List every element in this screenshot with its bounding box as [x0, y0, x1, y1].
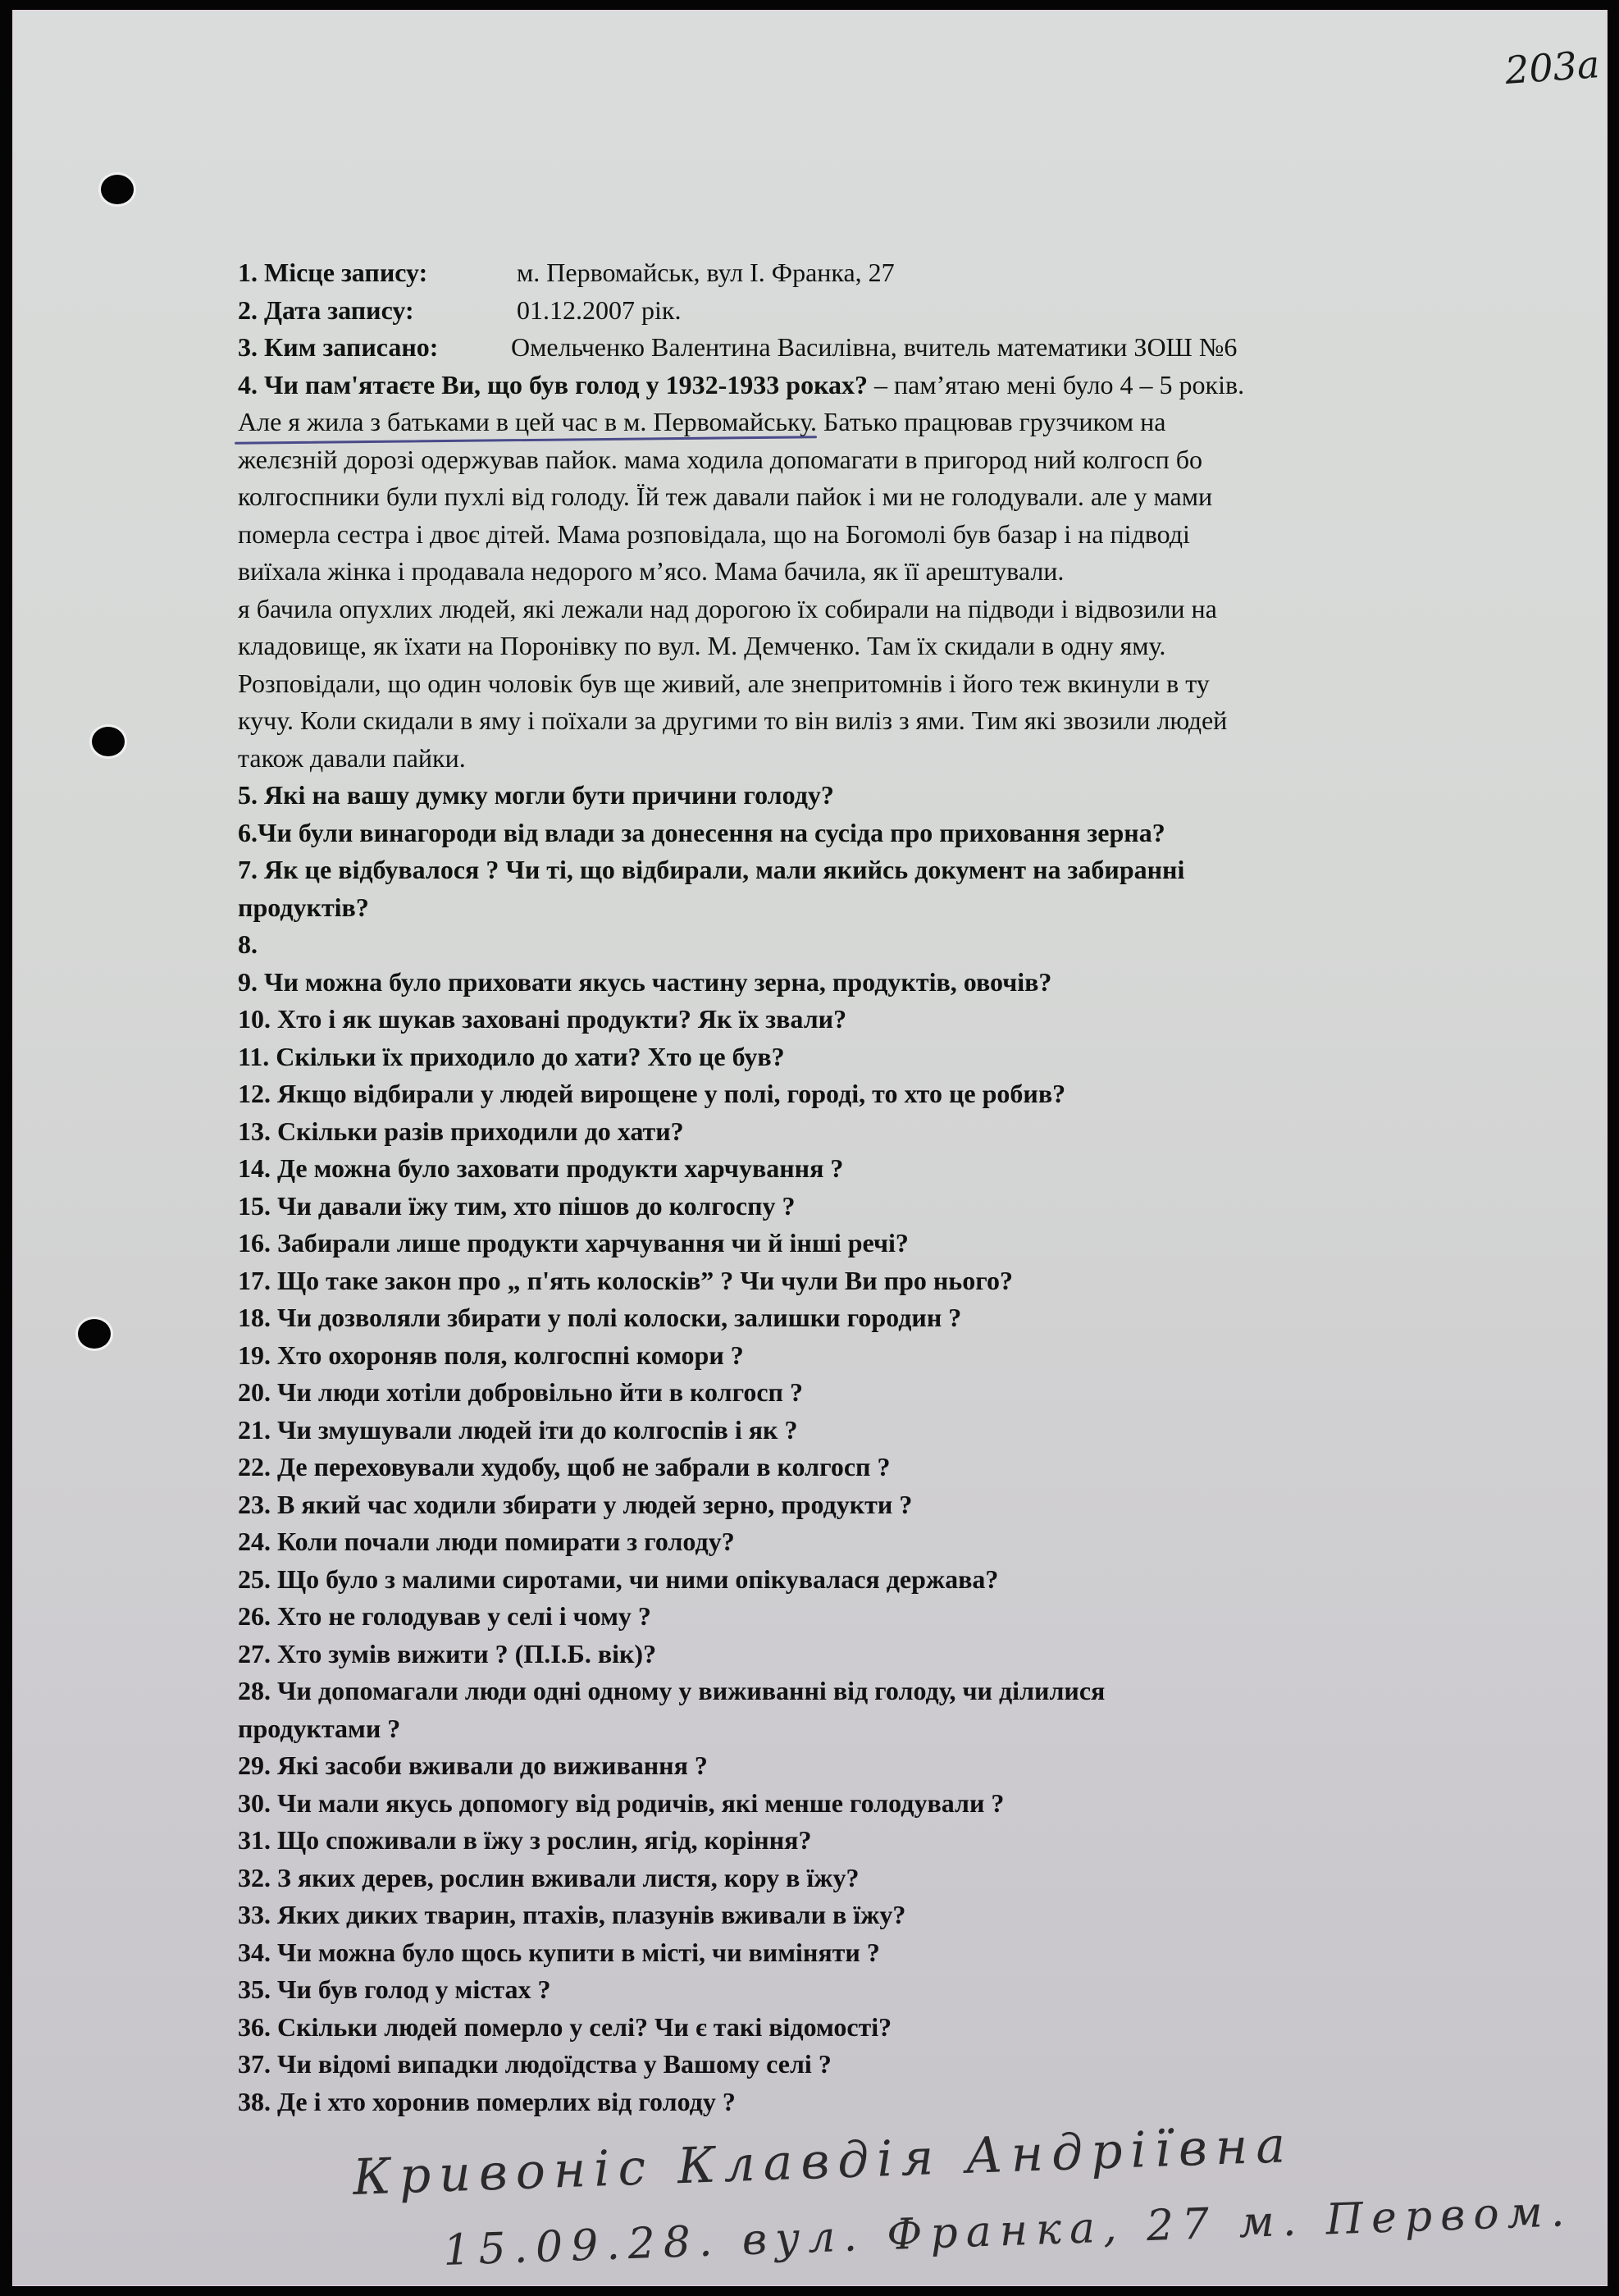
question-item: 14. Де можна було заховати продукти харчування ?: [238, 1153, 844, 1183]
question-4: [238, 367, 1550, 404]
answer-line: Розповідали, що один чоловік був ще живий, але знепритомнів і його теж вкинули в ту: [238, 668, 1210, 698]
answer-line: також давали пайки.: [238, 742, 466, 773]
answer-line: Але я жила з батьками в цей час в м. Первомайську. Батько працював грузчиком на: [238, 407, 1166, 436]
question-item: 8.: [238, 929, 258, 959]
question-item: 31. Що споживали в їжу з рослин, ягід, коріння?: [238, 1825, 812, 1855]
answer-narrative: [238, 404, 1550, 777]
question-item: 20. Чи люди хотіли добровільно йти в колгосп ?: [238, 1377, 803, 1407]
question-item: 29. Які засоби вживали до виживання ?: [238, 1751, 708, 1780]
field-value: Омельченко Валентина Василівна, вчитель математики ЗОШ №6: [511, 332, 1238, 362]
question-item: 24. Коли почали люди помирати з голоду?: [238, 1527, 735, 1556]
question-item: 10. Хто і як шукав заховані продукти? Як їх звали?: [238, 1004, 847, 1034]
question-item: 35. Чи був голод у містах ?: [238, 1974, 551, 2004]
pen-underlined-text: Але я жила з батьками в цей час в м. Первомайську.: [238, 407, 817, 436]
question-item: 18. Чи дозволяли збирати у полі колоски, залишки городин ?: [238, 1303, 962, 1332]
answer-line: желєзній дорозі одержував пайок. мама ходила допомагати в пригород ний колгосп бо: [238, 444, 1203, 474]
question-item: 12. Якщо відбирали у людей вирощене у полі, городі, то хто це робив?: [238, 1079, 1066, 1108]
question-list: [238, 777, 1550, 2120]
question-item: 21. Чи змушували людей іти до колгоспів і як ?: [238, 1414, 798, 1445]
handwritten-page-number: 203а: [1503, 42, 1601, 93]
interview-record: [238, 254, 1550, 2120]
question-item: 17. Що таке закон про „ п'ять колосків” ? Чи чули Ви про нього?: [238, 1265, 1013, 1295]
answer-line: виїхала жінка і продавала недорого м’ясо. Мама бачила, як її арештували.: [238, 556, 1065, 586]
question-item: 32. З яких дерев, рослин вживали листя, кору в їжу?: [238, 1862, 860, 1892]
field-label: 1. Місце запису:: [238, 258, 428, 287]
question-item: продуктами ?: [238, 1713, 401, 1743]
handwritten-respondent-name: Кривоніс Клавдія Андріївна: [352, 2116, 1295, 2207]
answer-line: кучу. Коли скидали в яму і поїхали за другими то він виліз з ями. Тим які звозили людей: [238, 705, 1228, 735]
punch-hole: [78, 1319, 111, 1349]
question-item: 26. Хто не голодував у селі і чому ?: [238, 1601, 651, 1631]
question-item: 30. Чи мали якусь допомогу від родичів, які менше голодували ?: [238, 1787, 1005, 1818]
answer-line: я бачила опухлих людей, які лежали над дорогою їх собирали на підводи і відвозили на: [238, 593, 1217, 623]
question-item: 36. Скільки людей померло у селі? Чи є такі відомості?: [238, 2011, 892, 2042]
question-item: продуктів?: [238, 892, 369, 922]
field-label: 2. Дата запису:: [238, 294, 414, 325]
answer-line: померла сестра і двоє дітей. Мама розповідала, що на Богомолі був базар і на підводі: [238, 518, 1190, 549]
punch-hole: [92, 727, 125, 756]
question-item: 25. Що було з малими сиротами, чи ними опікувалася держава?: [238, 1563, 999, 1594]
question-item: 13. Скільки разів приходили до хати?: [238, 1116, 684, 1146]
field-recording-place: [238, 254, 1550, 292]
answer-text: – пам’ятаю мені було 4 – 5 років.: [868, 369, 1245, 399]
question-item: 28. Чи допомагали люди одні одному у виживанні від голоду, чи ділилися: [238, 1676, 1106, 1705]
question-text: 4. Чи пам'ятаєте Ви, що був голод у 1932-1933 роках?: [238, 369, 869, 399]
question-item: 23. В який час ходили збирати у людей зерно, продукти ?: [238, 1489, 913, 1519]
punch-hole: [101, 175, 134, 204]
answer-line: колгоспники були пухлі від голоду. Їй теж давали пайок і ми не голодували. але у мами: [238, 482, 1213, 511]
question-item: 19. Хто охороняв поля, колгоспні комори ?: [238, 1340, 744, 1370]
field-recorded-by: [238, 329, 1550, 367]
question-item: 38. Де і хто хоронив померлих від голоду ?: [238, 2086, 736, 2116]
answer-line: кладовище, як їхати на Поронівку по вул. М. Демченко. Там їх скидали в одну яму.: [238, 631, 1166, 660]
question-item: 7. Як це відбувалося ? Чи ті, що відбирали, мали якийсь документ на забиранні: [238, 855, 1185, 884]
question-item: 27. Хто зумів вижити ? (П.І.Б. вік)?: [238, 1638, 657, 1668]
question-item: 34. Чи можна було щось купити в місті, чи виміняти ?: [238, 1937, 880, 1967]
question-item: 16. Забирали лише продукти харчування чи й інші речі?: [238, 1228, 909, 1258]
field-label: 3. Ким записано:: [238, 332, 439, 362]
question-item: 6.Чи були винагороди від влади за донесення на сусіда про приховання зерна?: [238, 817, 1165, 847]
field-value: 01.12.2007 рік.: [517, 294, 682, 325]
question-item: 15. Чи давали їжу тим, хто пішов до колгоспу ?: [238, 1190, 796, 1221]
handwritten-respondent-details: 15.09.28. вул. Франка, 27 м. Первом.: [442, 2186, 1574, 2276]
question-item: 11. Скільки їх приходило до хати? Хто це був?: [238, 1041, 785, 1071]
question-item: 33. Яких диких тварин, птахів, плазунів вживали в їжу?: [238, 1900, 906, 1929]
question-item: 5. Які на вашу думку могли бути причини голоду?: [238, 780, 834, 810]
question-item: 37. Чи відомі випадки людоїдства у Вашому селі ?: [238, 2049, 832, 2079]
question-item: 9. Чи можна було приховати якусь частину зерна, продуктів, овочів?: [238, 966, 1052, 997]
field-recording-date: [238, 292, 1550, 330]
question-item: 22. Де переховували худобу, щоб не забрали в колгосп ?: [238, 1452, 891, 1481]
field-value: м. Первомайськ, вул І. Франка, 27: [517, 258, 895, 287]
